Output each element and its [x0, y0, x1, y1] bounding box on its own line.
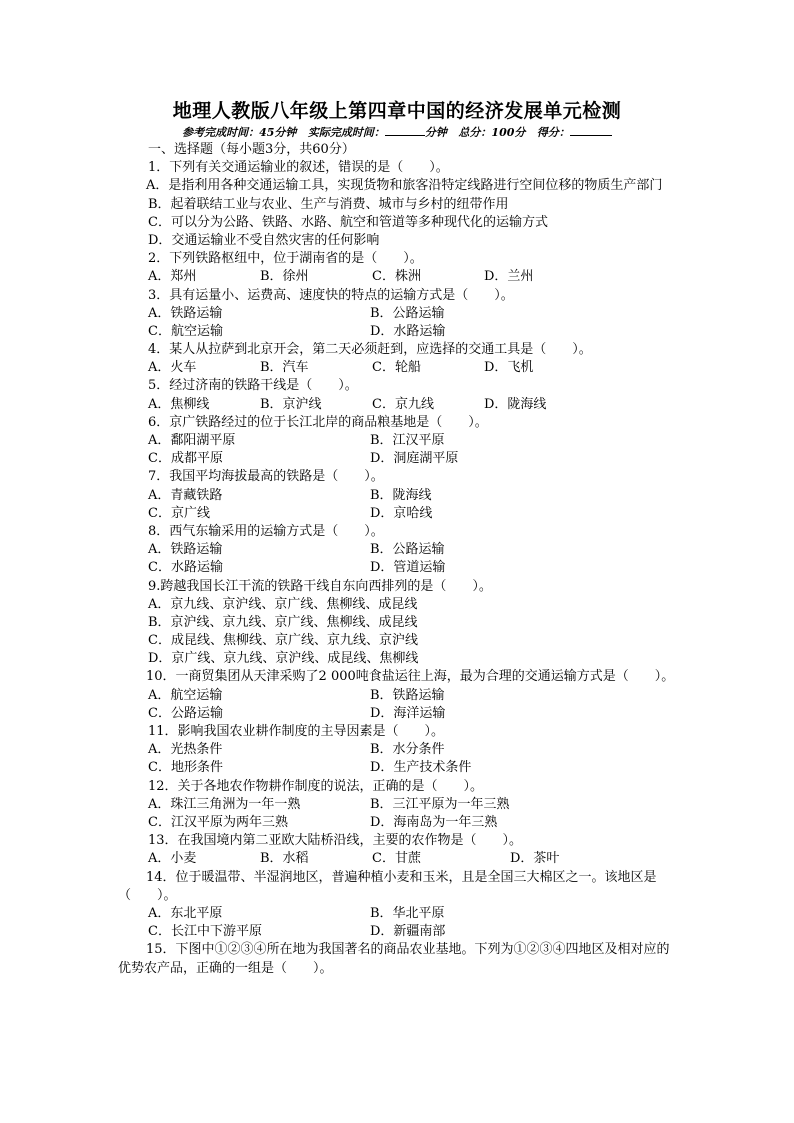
actual-time-blank[interactable] [385, 135, 425, 136]
score-label: 得分： [536, 126, 570, 139]
option-c: C．长江中下游平原 [148, 924, 262, 940]
option-c: C．可以分为公路、铁路、水路、航空和管道等多种现代化的运输方式 [148, 214, 548, 230]
option-d: D．飞机 [484, 360, 534, 376]
option-c: C．京九线 [372, 396, 434, 412]
option-b: B．汽车 [260, 360, 309, 376]
option-d: D．生产技术条件 [370, 760, 472, 776]
question-stem: 12．关于各地农作物耕作制度的说法，正确的是（ ）。 [148, 778, 484, 794]
question-stem: 6．京广铁路经过的位于长江北岸的商品粮基地是（ ）。 [148, 414, 488, 430]
options-row [120, 759, 680, 777]
option-b: B．京沪线、京九线、京广线、焦柳线、成昆线 [148, 614, 418, 630]
option-c: C．株洲 [372, 269, 421, 285]
option-d: D．管道运输 [370, 560, 446, 576]
option-c: C．成昆线、焦柳线、京广线、京九线、京沪线 [148, 633, 418, 649]
options-row [120, 268, 680, 286]
options-row [120, 923, 680, 941]
option-a: A．光热条件 [148, 742, 223, 758]
question-stem: 9.跨越我国长江干流的铁路干线自东向西排列的是（ ）。 [148, 578, 492, 594]
question-stem: 10．一商贸集团从天津采购了2 000吨食盐运往上海，最为合理的交通运输方式是（ ）。 [146, 669, 675, 685]
option-d: D．海南岛为一年三熟 [370, 814, 498, 830]
option-a: A．小麦 [148, 851, 197, 867]
option-a: A．青藏铁路 [148, 487, 223, 503]
option-a: A．火车 [148, 360, 197, 376]
options-row [120, 559, 680, 577]
option-b: B．铁路运输 [370, 687, 445, 703]
options-row [120, 850, 680, 868]
option-a: A．东北平原 [148, 905, 223, 921]
total-score: 总分：100分 [458, 126, 526, 139]
options-row [120, 814, 680, 832]
option-a: A．航空运输 [148, 687, 223, 703]
option-b: B．华北平原 [370, 905, 445, 921]
options-row [120, 450, 680, 468]
option-a: A．焦柳线 [148, 396, 210, 412]
option-d: D．茶叶 [510, 851, 560, 867]
exam-meta [0, 124, 794, 140]
options-row [120, 796, 680, 814]
option-a: A．珠江三角洲为一年一熟 [148, 796, 301, 812]
options-row [120, 905, 680, 923]
question-stem: 4．某人从拉萨到北京开会，第二天必须赶到，应选择的交通工具是（ ）。 [148, 342, 592, 358]
question-stem: 14．位于暖温带、半湿润地区，普遍种植小麦和玉米，且是全国三大棉区之一。该地区是（ ）。 [118, 869, 657, 903]
options-row [120, 705, 680, 723]
score-blank[interactable] [570, 135, 612, 136]
option-b: B．陇海线 [370, 487, 432, 503]
option-d: D．陇海线 [484, 396, 547, 412]
option-a: A．郑州 [148, 269, 197, 285]
options-row [120, 741, 680, 759]
question-stem: 11．影响我国农业耕作制度的主导因素是（ ）。 [148, 724, 445, 740]
option-b: B．公路运输 [370, 305, 445, 321]
option-c: C．公路运输 [148, 705, 223, 721]
question-stem: 7．我国平均海拔最高的铁路是（ ）。 [148, 469, 384, 485]
option-b: B．三江平原为一年三熟 [370, 796, 510, 812]
option-d: D．海洋运输 [370, 705, 446, 721]
option-a: A．铁路运输 [148, 542, 223, 558]
option-c: C．江汉平原为两年三熟 [148, 814, 288, 830]
question-stem: 2．下列铁路枢纽中，位于湖南省的是（ ）。 [148, 251, 423, 267]
option-d: D．洞庭湖平原 [370, 451, 459, 467]
reference-time: 参考完成时间：45分钟 [182, 126, 297, 139]
options-row [120, 541, 680, 559]
option-a: A．是指利用各种交通运输工具，实现货物和旅客沿特定线路进行空间位移的物质生产部门 [146, 178, 663, 194]
option-d: D．兰州 [484, 269, 534, 285]
question-stem: 15．下图中①②③④所在地为我国著名的商品农业基地。下列为①②③④四地区及相对应的优势农产品，正确的一组是（ ）。 [118, 942, 670, 976]
option-b: B．起着联结工业与农业、生产与消费、城市与乡村的纽带作用 [148, 196, 509, 212]
options-row [120, 487, 680, 505]
document-title: 地理人教版八年级上第四章中国的经济发展单元检测 [172, 100, 622, 122]
question-stem: 3．具有运量小、运费高、速度快的特点的运输方式是（ ）。 [148, 287, 514, 303]
question-stem: 13．在我国境内第二亚欧大陆桥沿线，主要的农作物是（ ）。 [148, 833, 523, 849]
minute-label: 分钟 [424, 126, 447, 139]
options-row [120, 687, 680, 705]
options-row [120, 323, 680, 341]
option-a: A．铁路运输 [148, 305, 223, 321]
option-b: B．江汉平原 [370, 433, 445, 449]
option-a: A．京九线、京沪线、京广线、焦柳线、成昆线 [148, 596, 418, 612]
section-heading: 一、选择题（每小题3分，共60分） [148, 142, 355, 157]
option-c: C．地形条件 [148, 760, 223, 776]
question-stem: 5．经过济南的铁路干线是（ ）。 [148, 378, 358, 394]
option-d: D．京广线、京九线、京沪线、成昆线、焦柳线 [148, 651, 419, 667]
option-a: A．鄱阳湖平原 [148, 433, 236, 449]
question-list [120, 141, 680, 978]
option-c: C．甘蔗 [372, 851, 421, 867]
option-b: B．水分条件 [370, 742, 445, 758]
options-row [120, 396, 680, 414]
option-b: B．徐州 [260, 269, 309, 285]
actual-time-label: 实际完成时间： [307, 126, 385, 139]
options-row [120, 305, 680, 323]
option-c: C．成都平原 [148, 451, 223, 467]
option-c: C．水路运输 [148, 560, 223, 576]
option-d: D．水路运输 [370, 323, 446, 339]
option-b: B．水稻 [260, 851, 309, 867]
option-b: B．京沪线 [260, 396, 322, 412]
question-stem: 1．下列有关交通运输业的叙述，错误的是（ ）。 [148, 160, 449, 176]
option-c: C．航空运输 [148, 323, 223, 339]
option-d: D．交通运输业不受自然灾害的任何影响 [148, 232, 380, 248]
options-row [120, 359, 680, 377]
option-d: D．新疆南部 [370, 924, 446, 940]
options-row [120, 432, 680, 450]
option-c: C．轮船 [372, 360, 421, 376]
options-row [120, 505, 680, 523]
question-stem: 8．西气东输采用的运输方式是（ ）。 [148, 523, 384, 539]
option-b: B．公路运输 [370, 542, 445, 558]
option-d: D．京哈线 [370, 505, 433, 521]
option-c: C．京广线 [148, 505, 210, 521]
